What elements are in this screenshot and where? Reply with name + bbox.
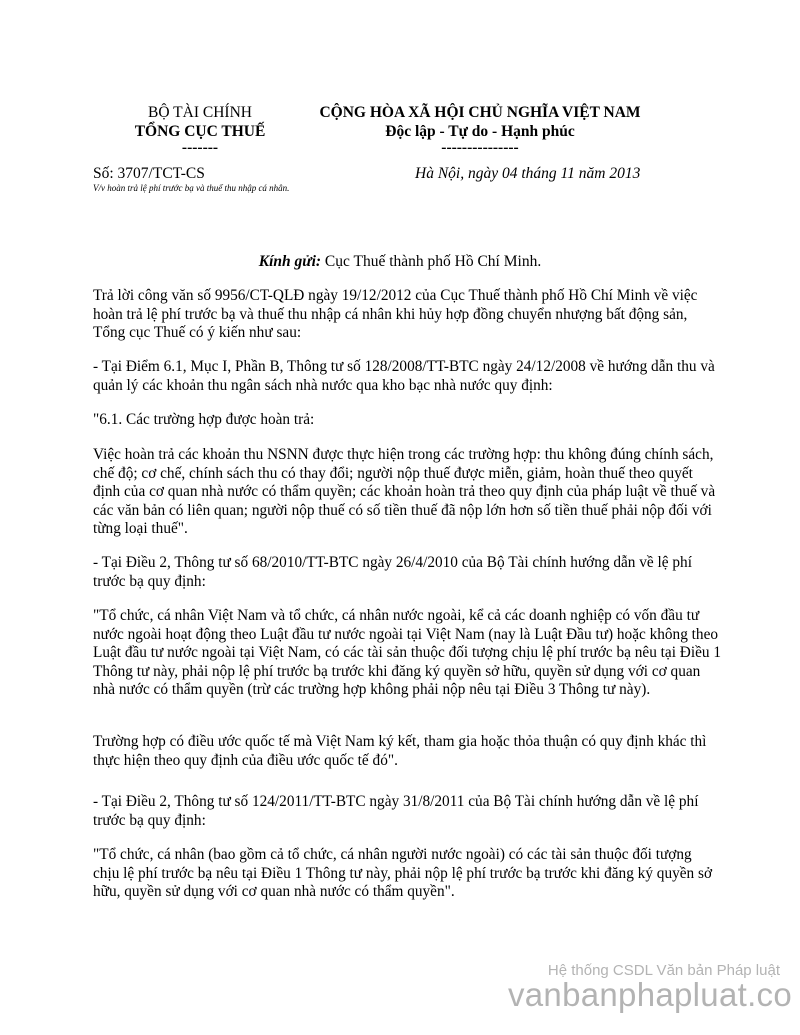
watermark-caption: Hệ thống CSDL Văn bản Pháp luật — [547, 962, 780, 979]
recipient-name: Cục Thuế thành phố Hồ Chí Minh. — [321, 253, 542, 270]
recipient-line — [0, 252, 800, 271]
motto: Độc lập - Tự do - Hạnh phúc — [385, 123, 575, 140]
watermark-site: vanbanphapluat.co — [507, 976, 792, 1013]
header-left — [110, 103, 290, 155]
paragraph-circular-124: - Tại Điều 2, Thông tư số 124/2011/TT-BTC ngày 31/8/2011 của Bộ Tài chính hướng dẫn về lệ phí trước bạ quy định: — [93, 793, 699, 829]
paragraph-circular-68-quote: "Tổ chức, cá nhân Việt Nam và tổ chức, cá nhân nước ngoài, kể cả các doanh nghiệp có vốn đầu tư nước ngoài hoạt động theo Luật đầu tư nước ngoài tại Việt Nam (nay là Luật Đầu tư) hoặc không theo Luật đầu tư nước ngoài tại Việt Nam, có các tài sản thuộc đối tượng chịu lệ phí trước bạ nêu tại Điều 1 Thông tư này, phải nộp lệ phí trước bạ trước khi đăng ký quyền sở hữu, quyền sử dụng với cơ quan nhà nước có thẩm quyền (trừ các trường hợp không phải nộp nêu tại Điều 3 Thông tư này). — [93, 607, 721, 698]
paragraph-international-treaty: Trường hợp có điều ước quốc tế mà Việt Nam ký kết, tham gia hoặc thỏa thuận có quy định khác thì thực hiện theo quy định của điều ước quốc tế đó". — [93, 733, 707, 769]
header-right — [300, 103, 660, 155]
paragraph-refund-cases: Việc hoàn trả các khoản thu NSNN được thực hiện trong các trường hợp: thu không đúng chính sách, chế độ; cơ chế, chính sách thu có thay đổi; người nộp thuế được miễn, giảm, hoàn thuế theo quyết định của cơ quan nhà nước có thẩm quyền; các khoản hoàn trả theo quy định của pháp luật về thuế và các văn bản có liên quan; người nộp thuế có số tiền thuế đã nộp lớn hơn số tiền thuế phải nộp đối với từng loại thuế". — [93, 446, 716, 537]
paragraph-circular-124-quote: "Tổ chức, cá nhân (bao gồm cả tổ chức, cá nhân người nước ngoài) có các tài sản thuộc đối tượng chịu lệ phí trước bạ nêu tại Điều 1 Thông tư này, phải nộp lệ phí trước bạ trước khi đăng ký quyền sở hữu, quyền sử dụng với cơ quan nhà nước có thẩm quyền". — [93, 846, 713, 900]
department-name: TỔNG CỤC THUẾ — [134, 123, 266, 140]
document-number: Số: 3707/TCT-CS — [93, 165, 205, 182]
ministry-name: BỘ TÀI CHÍNH — [148, 104, 252, 121]
header-right-divider: --------------- — [441, 139, 519, 156]
country-name: CỘNG HÒA XÃ HỘI CHỦ NGHĨA VIỆT NAM — [319, 104, 641, 121]
paragraph-section-6-1: "6.1. Các trường hợp được hoàn trả: — [93, 411, 315, 428]
paragraph-reply: Trả lời công văn số 9956/CT-QLĐ ngày 19/12/2012 của Cục Thuế thành phố Hồ Chí Minh về việc hoàn trả lệ phí trước bạ và thuế thu nhập cá nhân khi hủy hợp đồng chuyển nhượng bất động sản, Tổng cục Thuế có ý kiến như sau: — [93, 287, 698, 341]
recipient-label: Kính gửi: — [258, 253, 322, 270]
place-date: Hà Nội, ngày 04 tháng 11 năm 2013 — [415, 165, 641, 182]
paragraph-circular-128: - Tại Điểm 6.1, Mục I, Phần B, Thông tư số 128/2008/TT-BTC ngày 24/12/2008 về hướng dẫn thu và quản lý các khoản thu ngân sách nhà nước qua kho bạc nhà nước quy định: — [93, 358, 715, 394]
header-left-divider: ------- — [181, 139, 219, 156]
paragraph-circular-68: - Tại Điều 2, Thông tư số 68/2010/TT-BTC ngày 26/4/2010 của Bộ Tài chính hướng dẫn về lệ phí trước bạ quy định: — [93, 554, 692, 590]
document-subject: V/v hoàn trả lệ phí trước bạ và thuế thu nhập cá nhân. — [93, 183, 290, 193]
